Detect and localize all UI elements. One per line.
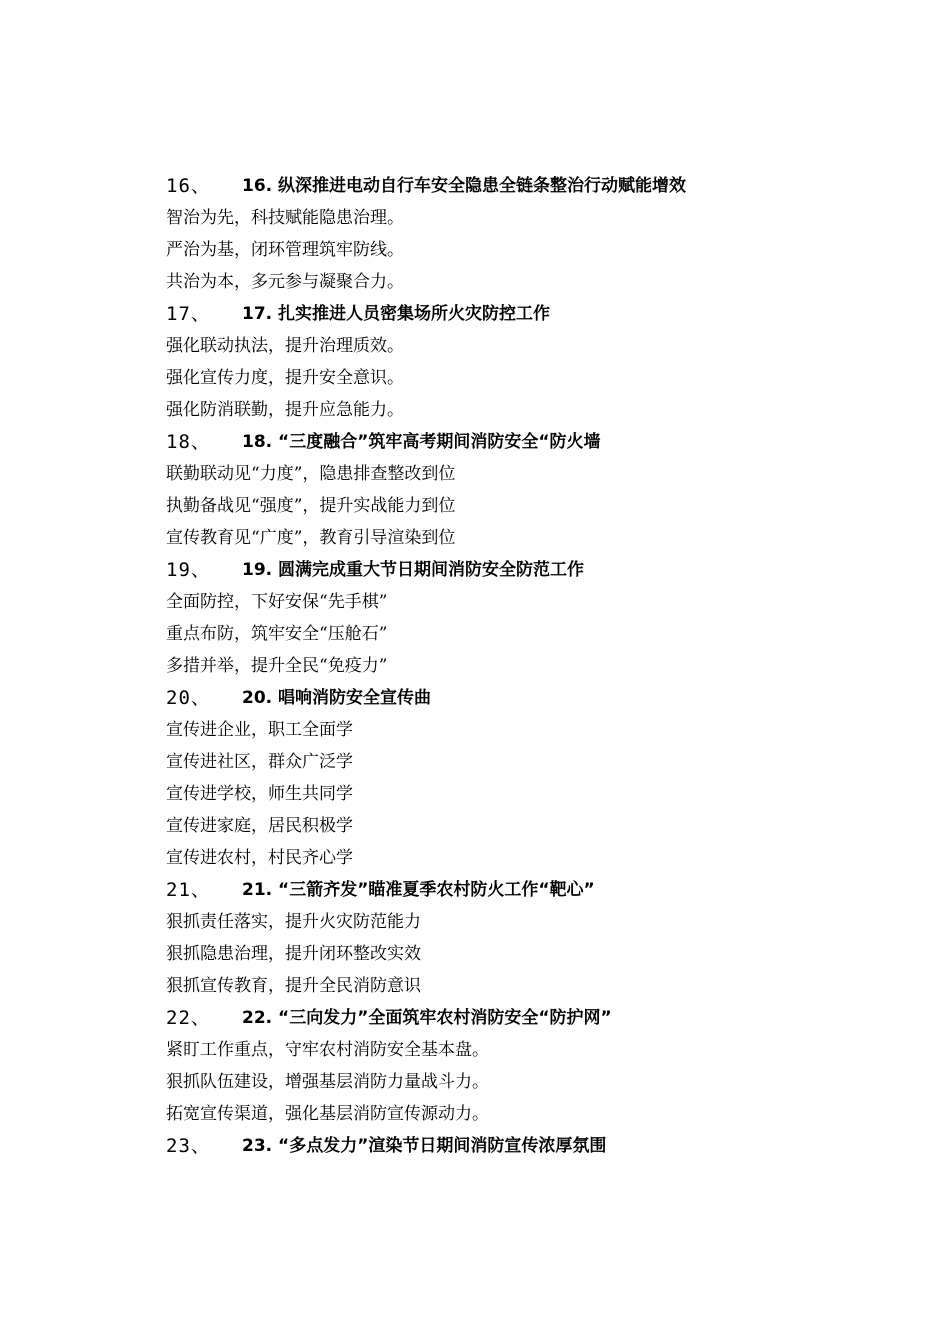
body-line: 狠抓责任落实，提升火灾防范能力 [166, 912, 421, 932]
section-title: 21. “三箭齐发”瞄准夏季农村防火工作“靶心” [242, 880, 595, 900]
body-line: 宣传进企业，职工全面学 [166, 720, 353, 740]
section [166, 426, 866, 554]
body-line: 强化宣传力度，提升安全意识。 [166, 368, 404, 388]
section-number: 23、 [166, 1135, 211, 1157]
body-line: 拓宽宣传渠道，强化基层消防宣传源动力。 [166, 1104, 489, 1124]
section-number: 18、 [166, 431, 211, 453]
section-heading [166, 554, 866, 586]
section-heading [166, 1002, 866, 1034]
section-number: 19、 [166, 559, 211, 581]
section [166, 682, 866, 874]
section [166, 170, 866, 298]
section [166, 298, 866, 426]
body-line: 宣传进农村，村民齐心学 [166, 848, 353, 868]
section [166, 554, 866, 682]
section-number: 17、 [166, 303, 211, 325]
body-line: 狠抓队伍建设，增强基层消防力量战斗力。 [166, 1072, 489, 1092]
body-line: 紧盯工作重点，守牢农村消防安全基本盘。 [166, 1040, 489, 1060]
section-heading [166, 1130, 866, 1162]
section-title: 18. “三度融合”筑牢高考期间消防安全“防火墙 [242, 432, 601, 452]
section-title: 23. “多点发力”渲染节日期间消防宣传浓厚氛围 [242, 1136, 607, 1156]
body-line: 宣传进社区，群众广泛学 [166, 752, 353, 772]
section-number: 22、 [166, 1007, 211, 1029]
body-line: 重点布防，筑牢安全“压舱石” [166, 624, 388, 644]
body-line: 共治为本，多元参与凝聚合力。 [166, 272, 404, 292]
body-line: 狠抓宣传教育，提升全民消防意识 [166, 976, 421, 996]
section-number: 20、 [166, 687, 211, 709]
section-heading [166, 298, 866, 330]
section-title: 22. “三向发力”全面筑牢农村消防安全“防护网” [242, 1008, 612, 1028]
body-line: 狠抓隐患治理，提升闭环整改实效 [166, 944, 421, 964]
section-title: 19. 圆满完成重大节日期间消防安全防范工作 [242, 560, 585, 580]
section-heading [166, 682, 866, 714]
body-line: 执勤备战见“强度”，提升实战能力到位 [166, 496, 456, 516]
section-number: 16、 [166, 175, 211, 197]
body-line: 严治为基，闭环管理筑牢防线。 [166, 240, 404, 260]
section-heading [166, 170, 866, 202]
document-body [166, 170, 866, 1162]
body-line: 联勤联动见“力度”，隐患排查整改到位 [166, 464, 456, 484]
body-line: 宣传进家庭，居民积极学 [166, 816, 353, 836]
body-line: 智治为先，科技赋能隐患治理。 [166, 208, 404, 228]
body-line: 多措并举，提升全民“免疫力” [166, 656, 388, 676]
section [166, 1130, 866, 1162]
body-line: 强化联动执法，提升治理质效。 [166, 336, 404, 356]
body-line: 宣传进学校，师生共同学 [166, 784, 353, 804]
section-title: 17. 扎实推进人员密集场所火灾防控工作 [242, 304, 551, 324]
section-heading [166, 874, 866, 906]
body-line: 宣传教育见“广度”，教育引导渲染到位 [166, 528, 456, 548]
section-number: 21、 [166, 879, 211, 901]
body-line: 全面防控，下好安保“先手棋” [166, 592, 388, 612]
section [166, 874, 866, 1002]
body-line: 强化防消联勤，提升应急能力。 [166, 400, 404, 420]
section-title: 20. 唱响消防安全宣传曲 [242, 688, 432, 708]
section-title: 16. 纵深推进电动自行车安全隐患全链条整治行动赋能增效 [242, 176, 687, 196]
section-heading [166, 426, 866, 458]
section [166, 1002, 866, 1130]
